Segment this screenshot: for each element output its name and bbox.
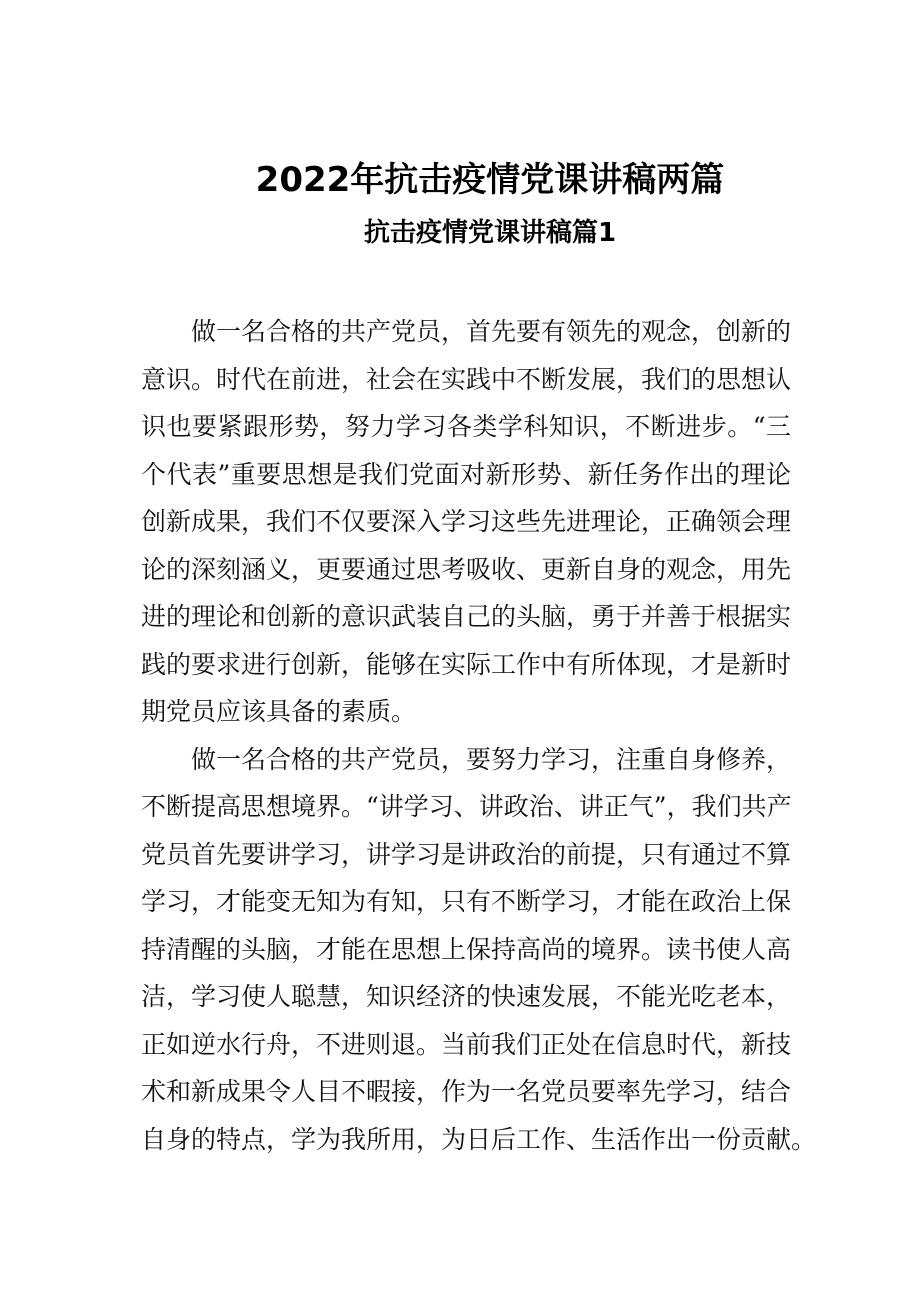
paragraph-line: 洁，学习使人聪慧，知识经济的快速发展，不能光吃老本，: [141, 982, 792, 1011]
paragraph-line: 践的要求进行创新，能够在实际工作中有所体现，才是新时: [141, 649, 792, 679]
paragraph-line: 正如逆水行舟，不进则退。当前我们正处在信息时代，新技: [141, 1029, 792, 1059]
paragraph-line: 论的深刻涵义，更要通过思考吸收、更新自身的观念，用先: [141, 554, 792, 584]
paragraph-line: 学习，才能变无知为有知，只有不断学习，才能在政治上保: [141, 887, 792, 916]
paragraph-line: 术和新成果令人目不暇接，作为一名党员要率先学习，结合: [141, 1077, 792, 1106]
paragraph-line: 识也要紧跟形势，努力学习各类学科知识，不断进步。“三: [141, 412, 791, 441]
paragraph-line: 做一名合格的共产党员，首先要有领先的观念，创新的: [191, 317, 792, 346]
paragraph-line: 进的理论和创新的意识武装自己的头脑，勇于并善于根据实: [141, 602, 792, 631]
paragraph-line: 持清醒的头脑，才能在思想上保持高尚的境界。读书使人高: [141, 934, 792, 964]
document-title: 2022年抗击疫情党课讲稿两篇: [255, 160, 725, 200]
paragraph-2: [141, 736, 817, 1164]
paragraph-line: 自身的特点，学为我所用，为日后工作、生活作出一份贡献。: [141, 1124, 817, 1154]
paragraph-1: [141, 308, 791, 736]
paragraph-line: 不断提高思想境界。“讲学习、讲政治、讲正气”，我们共产: [141, 792, 792, 821]
paragraph-line: 期党员应该具备的素质。: [141, 697, 417, 726]
paragraph-line: 创新成果，我们不仅要深入学习这些先进理论，正确领会理: [141, 507, 792, 536]
paragraph-line: 做一名合格的共产党员，要努力学习，注重自身修养，: [191, 744, 792, 774]
body-text: [141, 308, 817, 1163]
section-heading: 抗击疫情党课讲稿篇1: [363, 218, 617, 248]
paragraph-line: 个代表”重要思想是我们党面对新形势、新任务作出的理论: [141, 459, 791, 489]
paragraph-line: 党员首先要讲学习，讲学习是讲政治的前提，只有通过不算: [141, 839, 792, 869]
paragraph-line: 意识。时代在前进，社会在实践中不断发展，我们的思想认: [141, 364, 792, 394]
